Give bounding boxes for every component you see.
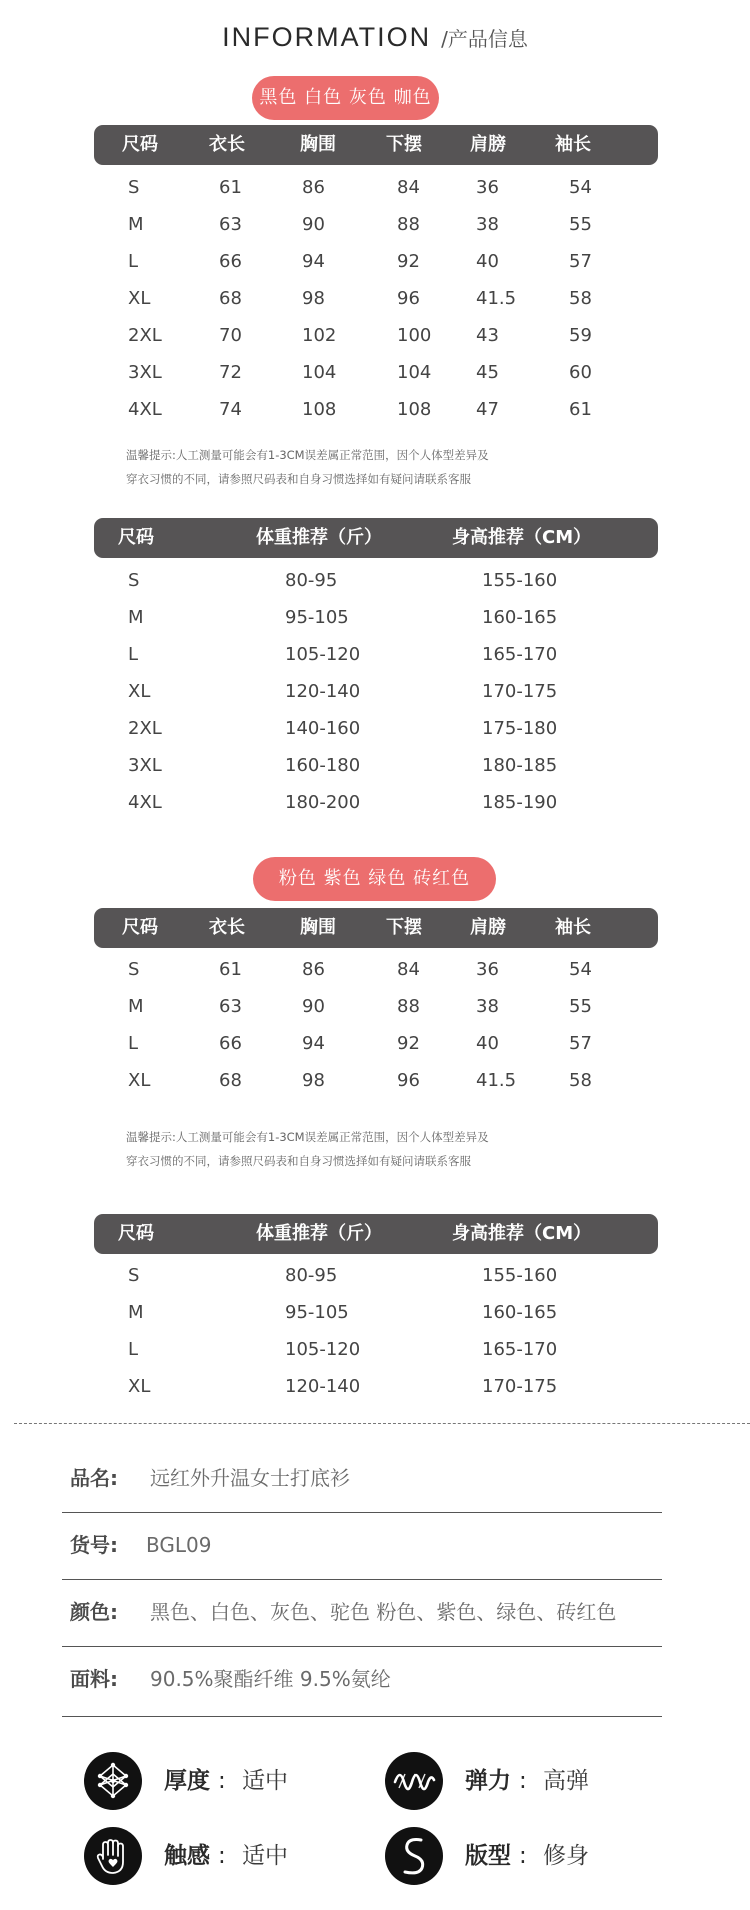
table-row (94, 1331, 658, 1368)
table-row (94, 988, 658, 1025)
table-cell: L (128, 1033, 139, 1054)
table-cell: 61 (219, 177, 242, 198)
info-value: 90.5%聚酯纤维 9.5%氨纶 (150, 1667, 391, 1691)
table-cell: 55 (569, 214, 592, 235)
table-cell: 160-180 (285, 755, 361, 776)
table-cell: 90 (302, 214, 325, 235)
table-row (94, 1294, 658, 1331)
table-cell: 63 (219, 996, 242, 1017)
fit-table-header-2 (94, 1214, 658, 1254)
table-cell: 54 (569, 959, 592, 980)
table-row (94, 354, 658, 391)
size-header-cell: 衣长 (209, 134, 245, 155)
table-cell: 175-180 (482, 718, 558, 739)
table-cell: 180-200 (285, 792, 361, 813)
table-cell: 165-170 (482, 644, 558, 665)
table-cell: M (128, 607, 144, 628)
table-cell: 66 (219, 251, 242, 272)
table-cell: 63 (219, 214, 242, 235)
page-title (0, 22, 750, 53)
table-cell: 43 (476, 325, 499, 346)
info-row-colors (62, 1580, 662, 1647)
size-header-cell: 尺码 (122, 917, 158, 938)
table-row (94, 951, 658, 988)
table-cell: 96 (397, 288, 420, 309)
table-cell: 94 (302, 1033, 325, 1054)
feature-label: 触感 (164, 1843, 210, 1869)
table-cell: L (128, 644, 139, 665)
table-cell: 170-175 (482, 1376, 558, 1397)
info-row-sku (62, 1513, 662, 1580)
feature-label: 厚度 (164, 1768, 210, 1794)
fit-header-cell: 体重推荐（斤） (256, 1223, 382, 1244)
info-value: BGL09 (146, 1533, 212, 1557)
size-header-cell: 肩膀 (470, 134, 506, 155)
table-cell: 120-140 (285, 681, 361, 702)
table-cell: 86 (302, 959, 325, 980)
table-cell: 61 (569, 399, 592, 420)
info-label: 颜色: (70, 1600, 118, 1624)
table-cell: 68 (219, 288, 242, 309)
table-cell: 68 (219, 1070, 242, 1091)
table-cell: 54 (569, 177, 592, 198)
fit-header-cell: 身高推荐（CM） (452, 1223, 592, 1244)
fit-icon (385, 1827, 443, 1885)
table-cell: 59 (569, 325, 592, 346)
title-chinese: /产品信息 (441, 27, 528, 51)
table-cell: 95-105 (285, 1302, 349, 1323)
info-label: 品名: (70, 1466, 118, 1490)
table-cell: 140-160 (285, 718, 361, 739)
table-cell: 61 (219, 959, 242, 980)
table-cell: 105-120 (285, 1339, 361, 1360)
touch-icon (84, 1827, 142, 1885)
table-cell: 4XL (128, 792, 162, 813)
feature-label: 弹力 (465, 1768, 511, 1794)
table-cell: L (128, 251, 139, 272)
table-row (94, 784, 658, 821)
table-row (94, 710, 658, 747)
table-cell: 4XL (128, 399, 162, 420)
table-cell: 155-160 (482, 570, 558, 591)
table-cell: M (128, 1302, 144, 1323)
table-cell: 47 (476, 399, 499, 420)
table-cell: 58 (569, 1070, 592, 1091)
table-cell: 94 (302, 251, 325, 272)
note-line: 温馨提示:人工测量可能会有1-3CM误差属正常范围，因个人体型差异及 (126, 1130, 489, 1144)
feature-separator: : (519, 1768, 527, 1794)
size-table-header-1 (94, 125, 658, 165)
table-cell: 120-140 (285, 1376, 361, 1397)
table-cell: S (128, 1265, 140, 1286)
note-line: 穿衣习惯的不同，请参照尺码表和自身习惯选择如有疑问请联系客服 (126, 472, 471, 486)
table-cell: XL (128, 1070, 151, 1091)
feature-value: 高弹 (543, 1768, 589, 1794)
size-header-cell: 袖长 (555, 134, 591, 155)
table-cell: 45 (476, 362, 499, 383)
table-cell: 2XL (128, 325, 162, 346)
table-cell: 160-165 (482, 1302, 558, 1323)
color-group-badge-2: 粉色 紫色 绿色 砖红色 (253, 857, 496, 901)
size-header-cell: 肩膀 (470, 917, 506, 938)
size-table-header-2 (94, 908, 658, 948)
table-cell: 104 (397, 362, 432, 383)
table-cell: 185-190 (482, 792, 558, 813)
table-cell: 88 (397, 996, 420, 1017)
table-cell: 100 (397, 325, 432, 346)
table-cell: 160-165 (482, 607, 558, 628)
fit-header-cell: 尺码 (118, 527, 154, 548)
size-header-cell: 尺码 (122, 134, 158, 155)
table-row (94, 169, 658, 206)
table-cell: 92 (397, 1033, 420, 1054)
feature-value: 适中 (242, 1768, 288, 1794)
fit-header-cell: 身高推荐（CM） (452, 527, 592, 548)
size-header-cell: 衣长 (209, 917, 245, 938)
table-cell: 3XL (128, 755, 162, 776)
table-cell: 104 (302, 362, 337, 383)
table-row (94, 562, 658, 599)
info-value: 远红外升温女士打底衫 (150, 1466, 350, 1490)
table-cell: 92 (397, 251, 420, 272)
table-cell: 66 (219, 1033, 242, 1054)
table-cell: 90 (302, 996, 325, 1017)
info-value: 黑色、白色、灰色、驼色 粉色、紫色、绿色、砖红色 (150, 1600, 617, 1624)
table-cell: 86 (302, 177, 325, 198)
table-row (94, 1257, 658, 1294)
feature-value: 修身 (543, 1843, 589, 1869)
table-cell: 60 (569, 362, 592, 383)
table-cell: 102 (302, 325, 337, 346)
feature-separator: : (519, 1843, 527, 1869)
feature-separator: : (218, 1768, 226, 1794)
table-cell: XL (128, 681, 151, 702)
table-cell: 98 (302, 1070, 325, 1091)
table-row (94, 636, 658, 673)
feature-label: 版型 (465, 1843, 511, 1869)
table-cell: 108 (302, 399, 337, 420)
info-row-name (62, 1446, 662, 1513)
table-cell: 55 (569, 996, 592, 1017)
info-row-fabric (62, 1647, 662, 1717)
feature-thickness (84, 1752, 364, 1816)
table-cell: 80-95 (285, 1265, 338, 1286)
table-cell: 180-185 (482, 755, 558, 776)
table-cell: 36 (476, 959, 499, 980)
table-row (94, 599, 658, 636)
feature-value: 适中 (242, 1843, 288, 1869)
table-row (94, 280, 658, 317)
table-cell: 155-160 (482, 1265, 558, 1286)
measurement-note-2 (126, 1125, 586, 1173)
size-header-cell: 胸围 (300, 917, 336, 938)
table-cell: 41.5 (476, 288, 517, 309)
table-row (94, 317, 658, 354)
size-header-cell: 下摆 (386, 917, 422, 938)
color-group-badge-1: 黑色 白色 灰色 咖色 (252, 76, 439, 120)
fit-header-cell: 体重推荐（斤） (256, 527, 382, 548)
table-cell: M (128, 214, 144, 235)
table-cell: 165-170 (482, 1339, 558, 1360)
table-cell: 108 (397, 399, 432, 420)
table-cell: L (128, 1339, 139, 1360)
info-label: 面料: (70, 1667, 118, 1691)
table-cell: 58 (569, 288, 592, 309)
table-row (94, 673, 658, 710)
table-cell: 2XL (128, 718, 162, 739)
feature-touch (84, 1827, 364, 1891)
table-row (94, 243, 658, 280)
table-cell: 105-120 (285, 644, 361, 665)
table-cell: 80-95 (285, 570, 338, 591)
table-cell: 95-105 (285, 607, 349, 628)
table-cell: 84 (397, 959, 420, 980)
section-divider (14, 1423, 750, 1424)
table-cell: 38 (476, 214, 499, 235)
table-cell: S (128, 959, 140, 980)
feature-separator: : (218, 1843, 226, 1869)
fit-table-header-1 (94, 518, 658, 558)
table-cell: XL (128, 288, 151, 309)
fit-header-cell: 尺码 (118, 1223, 154, 1244)
table-row (94, 391, 658, 428)
note-line: 温馨提示:人工测量可能会有1-3CM误差属正常范围，因个人体型差异及 (126, 448, 489, 462)
info-label: 货号: (70, 1533, 118, 1557)
table-cell: XL (128, 1376, 151, 1397)
elasticity-icon (385, 1752, 443, 1810)
size-header-cell: 下摆 (386, 134, 422, 155)
table-cell: 72 (219, 362, 242, 383)
feature-fit (385, 1827, 665, 1891)
note-line: 穿衣习惯的不同，请参照尺码表和自身习惯选择如有疑问请联系客服 (126, 1154, 471, 1168)
table-cell: 36 (476, 177, 499, 198)
table-cell: 57 (569, 1033, 592, 1054)
table-cell: 170-175 (482, 681, 558, 702)
title-english: INFORMATION (222, 22, 432, 52)
table-cell: S (128, 570, 140, 591)
measurement-note-1 (126, 443, 586, 491)
table-cell: 84 (397, 177, 420, 198)
table-cell: 70 (219, 325, 242, 346)
table-cell: 3XL (128, 362, 162, 383)
feature-elasticity (385, 1752, 665, 1816)
table-cell: 38 (476, 996, 499, 1017)
table-cell: 74 (219, 399, 242, 420)
size-header-cell: 袖长 (555, 917, 591, 938)
table-row (94, 747, 658, 784)
table-cell: 57 (569, 251, 592, 272)
table-cell: 41.5 (476, 1070, 517, 1091)
table-cell: 88 (397, 214, 420, 235)
size-header-cell: 胸围 (300, 134, 336, 155)
table-cell: M (128, 996, 144, 1017)
table-cell: 96 (397, 1070, 420, 1091)
table-row (94, 206, 658, 243)
thickness-icon (84, 1752, 142, 1810)
table-cell: 98 (302, 288, 325, 309)
table-cell: 40 (476, 251, 499, 272)
table-row (94, 1368, 658, 1405)
table-cell: 40 (476, 1033, 499, 1054)
table-row (94, 1025, 658, 1062)
table-cell: S (128, 177, 140, 198)
table-row (94, 1062, 658, 1099)
